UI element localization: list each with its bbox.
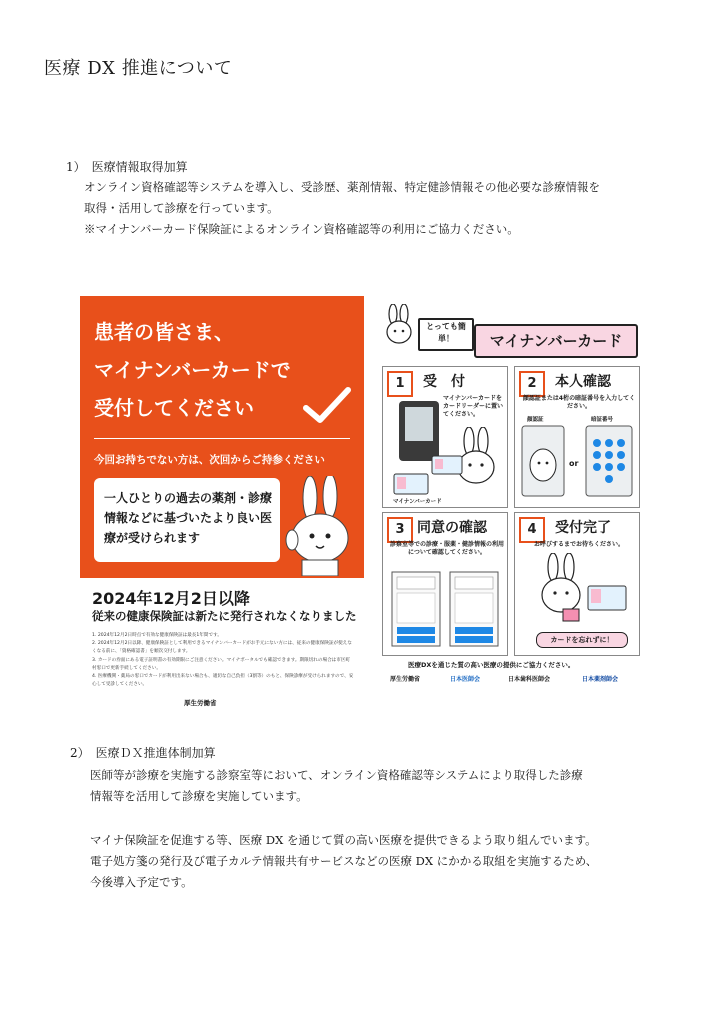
rabbit-mascot-icon xyxy=(284,476,358,576)
jpa-logo: 日本薬剤師会 xyxy=(582,676,619,683)
mynumber-title-banner xyxy=(474,324,638,358)
poster-benefit-text: 一人ひとりの過去の薬剤・診療情報などに基づいたより良い医療が受けられます xyxy=(104,491,273,545)
step-number: 1 xyxy=(387,371,413,397)
mynumber-card-icon xyxy=(587,585,627,611)
poster-mynumber-reception xyxy=(80,296,364,718)
poster-note-item: 4. 医療機関・薬局の窓口でカードが利用出来ない場合も、適切な自己負担（3割等）のもと、保険診療が受けられますので、安心して受診してください。 xyxy=(92,674,354,688)
section1-heading: 1） 医療情報取得加算 xyxy=(66,160,188,174)
poster-notice: 従来の健康保険証は新たに発行されなくなりました xyxy=(92,609,357,623)
section1-line: 取得・活用して診療を行っています。 xyxy=(84,201,279,215)
poster-orange-panel xyxy=(80,296,364,578)
mynumber-card-icon xyxy=(393,473,429,495)
section2-paragraph xyxy=(90,830,597,893)
mynumber-card-icon xyxy=(431,455,463,475)
section1-paragraph xyxy=(84,177,600,240)
poster-headline-line: 患者の皆さま、 xyxy=(94,320,234,344)
face-auth-label: 顔認証 xyxy=(527,417,544,423)
pin-label: 暗証番号 xyxy=(591,417,614,423)
page-title: 医療 DX 推進について xyxy=(44,58,233,79)
checkmark-icon xyxy=(302,386,352,426)
rabbit-mascot-icon xyxy=(382,304,416,348)
card-caption: マイナンバーカード xyxy=(393,499,442,505)
step-desc: 診察室等での診療・服薬・健診情報の利用について確認してください。 xyxy=(389,541,504,556)
face-auth-screen-icon xyxy=(521,425,565,497)
consent-screen-icon xyxy=(449,571,499,647)
mhlw-logo: 厚生労働省 xyxy=(390,676,421,683)
section2-line: 医師等が診療を実施する診察室等において、オンライン資格確認等システムにより取得した診療 xyxy=(90,768,583,782)
section2-line: 電子処方箋の発行及び電子カルテ情報共有サービスなどの医療 DX にかかる取組を実施するため、 xyxy=(90,854,598,868)
keypad-icon xyxy=(585,425,633,497)
jda-logo: 日本歯科医師会 xyxy=(508,676,551,683)
poster-headline-line: 受付してください xyxy=(94,396,254,420)
poster-subline: 今回お持ちでない方は、次回からご持参ください xyxy=(94,454,325,466)
poster-benefit-box xyxy=(94,478,280,562)
consent-screen-icon xyxy=(391,571,441,647)
mynumber-title-text: マイナンバーカード xyxy=(489,332,623,350)
poster-bottom-text: 医療DXを通じた質の高い医療の提供にご協力ください。 xyxy=(408,661,575,669)
section2-line: 情報等を活用して診療を実施しています。 xyxy=(90,789,308,803)
step-panel-3 xyxy=(382,512,508,656)
step-number: 3 xyxy=(387,517,413,543)
poster-mynumber-steps xyxy=(378,300,644,690)
step-title: 受 付 xyxy=(423,374,465,390)
forget-card-banner: カードを忘れずに！ xyxy=(536,632,628,648)
section2-heading: 2） 医療ＤＸ推進体制加算 xyxy=(70,746,216,760)
step-desc: 顔認証または4桁の暗証番号を入力してください。 xyxy=(522,395,636,410)
poster-date: 2024年12月2日以降 xyxy=(92,589,250,608)
poster-divider xyxy=(94,438,350,439)
poster-note-item: 2. 2024年12月2日以降、健康保険証として利用できるマイナンバーカードがお手元にない方には、従来の健康保険証が使えなくなる前に、「資格確認書」を順次交付します。 xyxy=(92,641,352,655)
poster-notes xyxy=(92,632,354,689)
poster-note-item: 1. 2024年12月2日時点で有効な健康保険証は最長1年間です。 xyxy=(92,633,222,638)
step-title: 同意の確認 xyxy=(417,520,487,536)
card-reader-icon xyxy=(397,399,441,463)
poster-headline-line: マイナンバーカードで xyxy=(94,358,291,382)
simple-label: とっても簡単！ xyxy=(418,318,474,351)
step-number: 2 xyxy=(519,371,545,397)
step-panel-2 xyxy=(514,366,640,508)
step-desc: マイナンバーカードをカードリーダーに置いてください。 xyxy=(443,395,504,418)
step-title: 受付完了 xyxy=(555,520,611,536)
jma-logo: 日本医師会 xyxy=(450,676,481,683)
step-number: 4 xyxy=(519,517,545,543)
section1-line: オンライン資格確認等システムを導入し、受診歴、薬剤情報、特定健診情報その他必要な診療情報を xyxy=(84,180,600,194)
section1-line: ※マイナンバーカード保険証によるオンライン資格確認等の利用にご協力ください。 xyxy=(84,222,519,236)
step-title: 本人確認 xyxy=(555,374,611,390)
rabbit-mascot-icon xyxy=(535,553,587,625)
mhlw-logo: 厚生労働省 xyxy=(184,699,217,707)
or-label: or xyxy=(569,459,579,468)
section2-paragraph xyxy=(90,765,583,807)
step-panel-1 xyxy=(382,366,508,508)
step-desc: お呼びするまでお待ちください。 xyxy=(533,541,624,548)
poster-note-item: 3. カードの券面にある電子証明書の有効期限にご注意ください。マイナポータルでも確認できます。期限切れの場合は市区町村窓口で更新手続してください。 xyxy=(92,657,351,671)
section2-line: マイナ保険証を促進する等、医療 DX を通じて質の高い医療を提供できるよう取り組んでいます。 xyxy=(90,833,597,847)
section2-line: 今後導入予定です。 xyxy=(90,875,193,889)
